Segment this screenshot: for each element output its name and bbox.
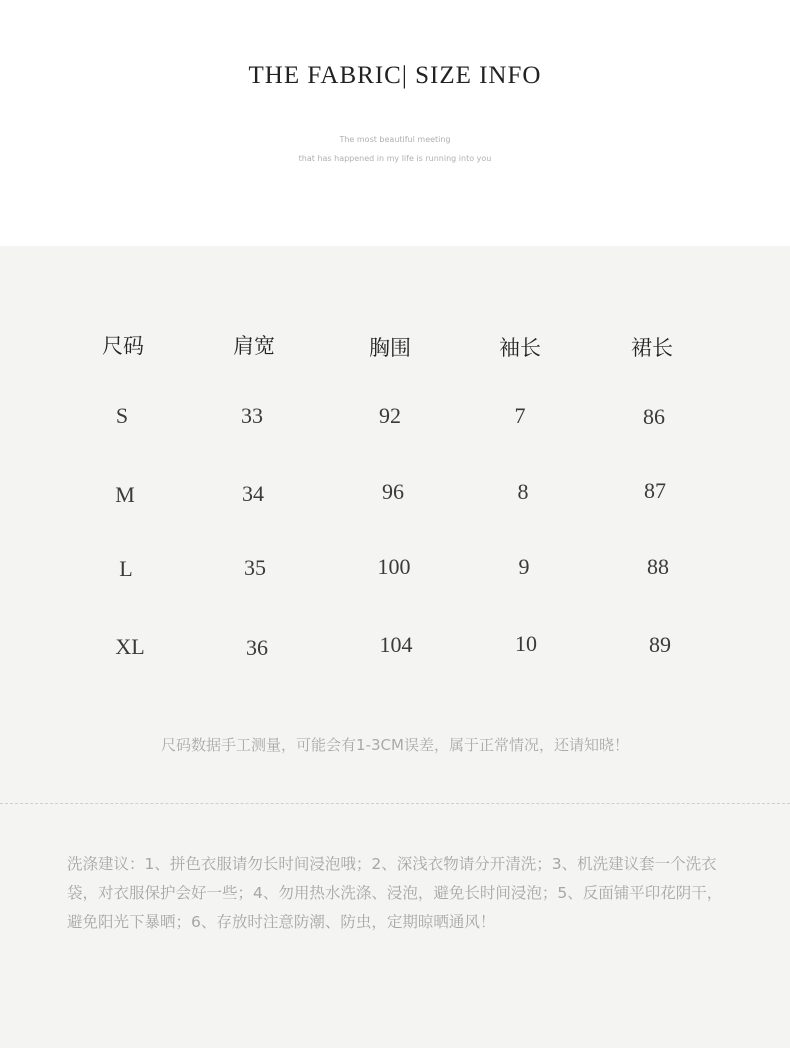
table-cell-size: S (115, 403, 129, 428)
page-title: THE FABRIC| SIZE INFO (248, 62, 542, 89)
header-shoulder-width: 肩宽 (233, 334, 275, 358)
table-cell-sleeve: 8 (517, 479, 529, 504)
table-cell-shoulder: 34 (242, 481, 264, 506)
table-cell-skirt: 87 (644, 478, 666, 503)
table-cell-size: XL (115, 634, 145, 659)
table-cell-shoulder: 33 (241, 403, 263, 428)
table-cell-skirt: 86 (643, 404, 665, 429)
table-cell-chest: 96 (382, 479, 404, 504)
table-cell-size: M (115, 482, 135, 507)
header-skirt-length: 裙长 (631, 336, 673, 360)
table-cell-sleeve: 9 (518, 554, 530, 579)
header-sleeve-length: 袖长 (499, 336, 541, 360)
care-instructions: 洗涤建议：1、拼色衣服请勿长时间浸泡哦；2、深浅衣物请分开清洗；3、机洗建议套一个洗衣袋，对衣服保护会好一些；4、勿用热水洗涤、浸泡，避免长时间浸泡；5、反面铺平印花阴干，避免阳光下暴晒；6、存放时注意防潮、防虫，定期晾晒通风！ (67, 855, 723, 931)
measurement-note: 尺码数据手工测量，可能会有1-3CM误差，属于正常情况，还请知晓！ (161, 736, 629, 754)
table-cell-chest: 100 (377, 554, 411, 579)
table-cell-sleeve: 7 (514, 403, 526, 428)
subtitle-line-1: The most beautiful meeting (339, 135, 451, 144)
table-cell-size: L (119, 556, 133, 581)
table-cell-chest: 104 (379, 632, 413, 657)
table-cell-sleeve: 10 (515, 631, 537, 656)
table-cell-skirt: 88 (647, 554, 669, 579)
dashed-divider (0, 803, 790, 804)
table-cell-skirt: 89 (649, 632, 671, 657)
subtitle-line-2: that has happened in my life is running into you (298, 154, 492, 163)
header-chest: 胸围 (369, 336, 411, 360)
table-cell-shoulder: 35 (244, 555, 266, 580)
table-cell-chest: 92 (379, 403, 401, 428)
header-size: 尺码 (102, 334, 144, 358)
table-cell-shoulder: 36 (246, 635, 268, 660)
header-section (0, 0, 790, 246)
